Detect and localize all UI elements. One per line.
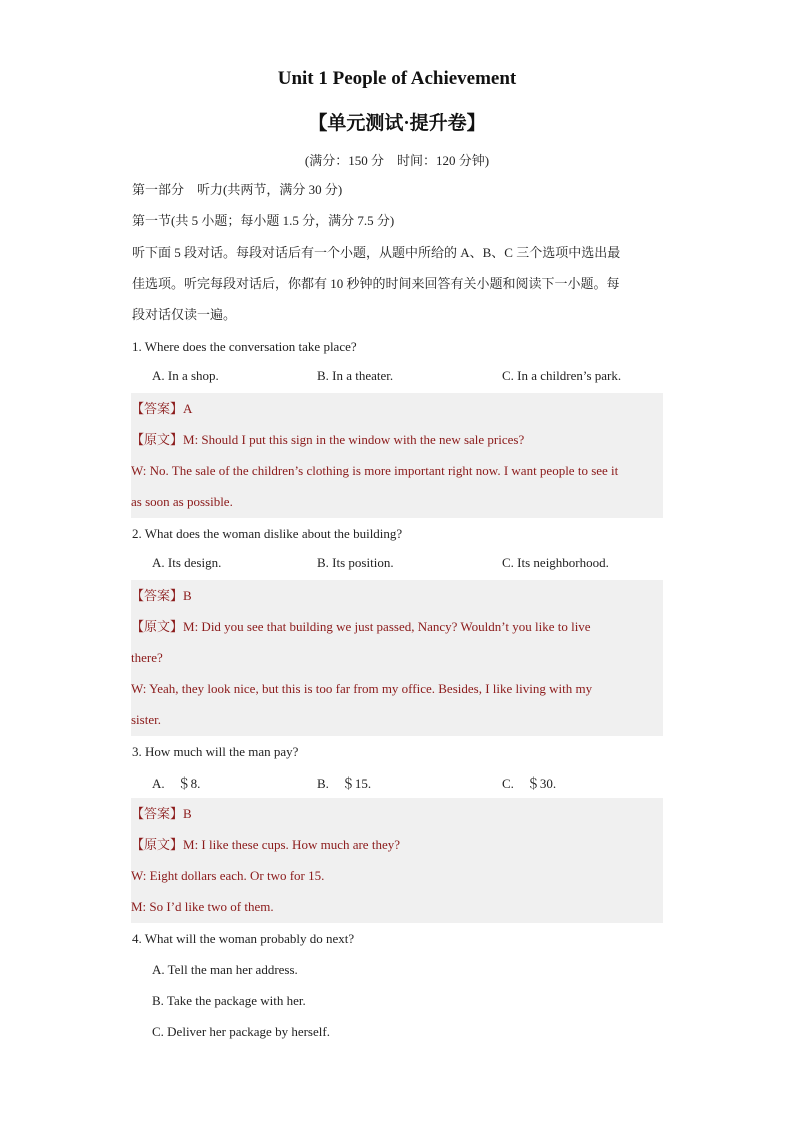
question-options xyxy=(152,368,664,388)
option-b: B. ＄15. xyxy=(317,776,372,791)
question-options xyxy=(152,773,664,793)
transcript-text: W: No. The sale of the children’s clothing is more important right now. I want people to see it xyxy=(131,463,619,478)
answer-label: 【答案】 xyxy=(131,401,184,416)
option-a: A. Tell the man her address. xyxy=(152,962,298,977)
answer-line xyxy=(131,804,663,824)
question-stem: 2. What does the woman dislike about the building? xyxy=(132,526,403,541)
transcript-line xyxy=(131,617,663,637)
option-c: C. Its neighborhood. xyxy=(502,555,609,570)
option-a: A. ＄8. xyxy=(152,776,201,791)
transcript-text: sister. xyxy=(131,712,161,727)
transcript-text: M: I like these cups. How much are they? xyxy=(183,837,400,852)
transcript-text: W: Eight dollars each. Or two for 15. xyxy=(131,868,325,883)
question-stem: 4. What will the woman probably do next? xyxy=(132,931,355,946)
option-a: A. In a shop. xyxy=(152,368,219,383)
instruction-line: 听下面 5 段对话。每段对话后有一个小题，从题中所给的 A、B、C 三个选项中选出最 xyxy=(132,245,621,260)
subpart-heading: 第一节(共 5 小题；每小题 1.5 分，满分 7.5 分) xyxy=(132,213,395,228)
exam-meta: (满分：150 分 时间：120 分钟) xyxy=(304,153,490,168)
option-b: B. Its position. xyxy=(317,555,394,570)
transcript-text: as soon as possible. xyxy=(131,494,233,509)
transcript-text: M: Should I put this sign in the window with the new sale prices? xyxy=(183,432,525,447)
transcript-label: 【原文】 xyxy=(131,619,184,634)
answer-value: B xyxy=(183,588,192,603)
answer-block xyxy=(131,798,663,923)
answer-label: 【答案】 xyxy=(131,588,184,603)
transcript-line xyxy=(131,430,663,450)
answer-value: A xyxy=(183,401,193,416)
option-c: C. ＄30. xyxy=(502,776,557,791)
page-subtitle: 【单元测试·提升卷】 xyxy=(308,113,486,134)
option-b: B. In a theater. xyxy=(317,368,394,383)
answer-value: B xyxy=(183,806,192,821)
transcript-text: M: Did you see that building we just passed, Nancy? Wouldn’t you like to live xyxy=(183,619,591,634)
transcript-text: there? xyxy=(131,650,163,665)
question-stem: 1. Where does the conversation take place? xyxy=(132,339,357,354)
option-b: B. Take the package with her. xyxy=(152,993,306,1008)
transcript-label: 【原文】 xyxy=(131,432,184,447)
instruction-line: 佳选项。听完每段对话后，你都有 10 秒钟的时间来回答有关小题和阅读下一小题。每 xyxy=(132,276,620,291)
answer-label: 【答案】 xyxy=(131,806,184,821)
option-c: C. In a children’s park. xyxy=(502,368,622,383)
transcript-text: M: So I’d like two of them. xyxy=(131,899,274,914)
transcript-text: W: Yeah, they look nice, but this is too far from my office. Besides, I like living with my xyxy=(131,681,593,696)
question-stem: 3. How much will the man pay? xyxy=(132,744,299,759)
answer-line xyxy=(131,399,663,419)
answer-block xyxy=(131,393,663,518)
page-title: Unit 1 People of Achievement xyxy=(277,68,517,89)
option-c: C. Deliver her package by herself. xyxy=(152,1024,330,1039)
question-options xyxy=(152,555,664,575)
part-heading: 第一部分 听力(共两节，满分 30 分) xyxy=(132,182,343,197)
answer-block xyxy=(131,580,663,736)
transcript-label: 【原文】 xyxy=(131,837,184,852)
transcript-line xyxy=(131,835,663,855)
instruction-line: 段对话仅读一遍。 xyxy=(132,307,237,322)
answer-line xyxy=(131,586,663,606)
option-a: A. Its design. xyxy=(152,555,222,570)
